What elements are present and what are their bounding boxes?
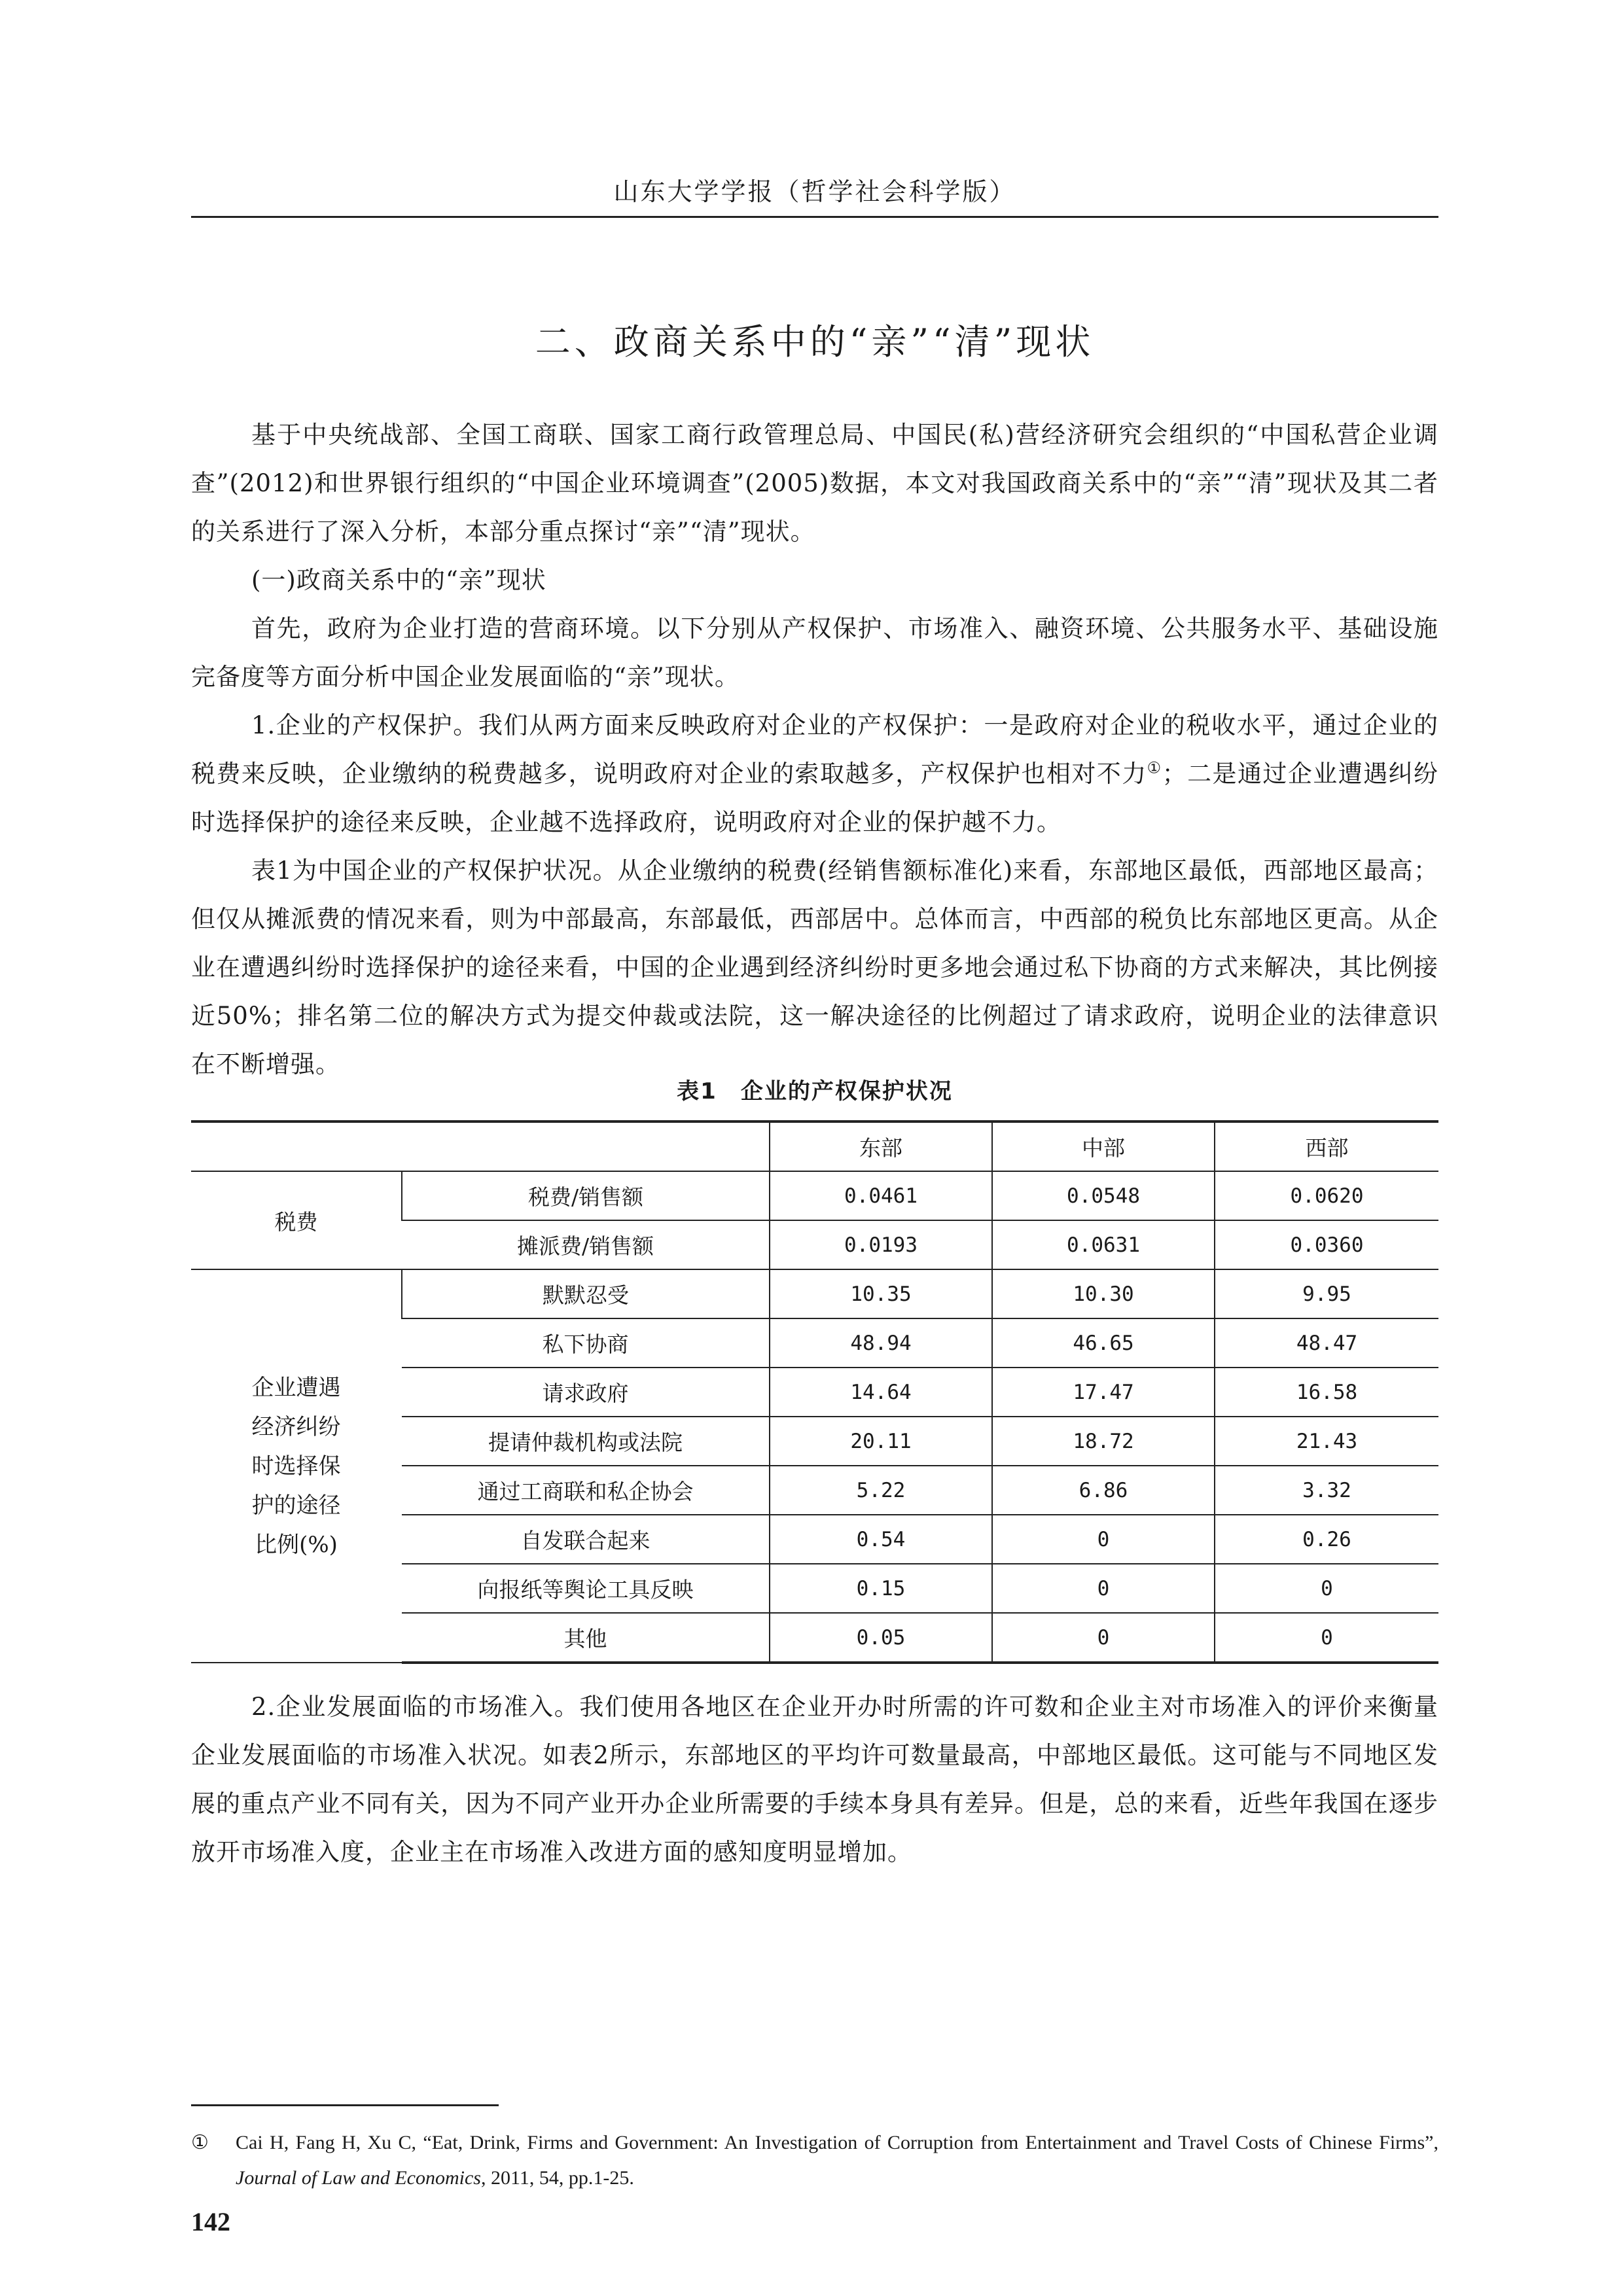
- cell-value: 0.54: [770, 1515, 992, 1564]
- group-label-line: 护的途径: [251, 1492, 341, 1519]
- cell-value: 0.0193: [770, 1220, 992, 1269]
- group-label-line: 时选择保: [251, 1453, 341, 1479]
- cell-value: 0.0461: [770, 1171, 992, 1220]
- row-label: 向报纸等舆论工具反映: [402, 1564, 770, 1613]
- table-row: [191, 1269, 1438, 1318]
- row-label: 通过工商联和私企协会: [402, 1466, 770, 1515]
- group-label-line: 比例(%): [255, 1531, 338, 1558]
- paragraph-market-access: 2.企业发展面临的市场准入。我们使用各地区在企业开办时所需的许可数和企业主对市场准入的评价来衡量企业发展面临的市场准入状况。如表2所示，东部地区的平均许可数量最高，中部地区最低。这可能与不同地区发展的重点产业不同有关，因为不同产业开办企业所需要的手续本身具有差异。但是，总的来看，近些年我国在逐步放开市场准入度，企业主在市场准入改进方面的感知度明显增加。: [191, 1693, 1438, 1866]
- cell-value: 17.47: [992, 1368, 1215, 1417]
- footnote-journal: Journal of Law and Economics: [236, 2167, 481, 2189]
- row-label: 提请仲裁机构或法院: [402, 1417, 770, 1466]
- cell-value: 0.0360: [1215, 1220, 1438, 1269]
- page-number: 142: [191, 2207, 230, 2236]
- cell-value: 48.94: [770, 1318, 992, 1368]
- row-label: 请求政府: [402, 1368, 770, 1417]
- cell-value: 0: [1215, 1613, 1438, 1663]
- group-label-dispute: [191, 1269, 402, 1663]
- paragraph-intro: 基于中央统战部、全国工商联、国家工商行政管理总局、中国民(私)营经济研究会组织的“中国私营企业调查”(2012)和世界银行组织的“中国企业环境调查”(2005)数据，本文对我国政商关系中的“亲”“清”现状及其二者的关系进行了深入分析，本部分重点探讨“亲”“清”现状。: [191, 421, 1438, 546]
- column-header-east: 东部: [770, 1122, 992, 1171]
- table-row: [191, 1171, 1438, 1220]
- body-block-bottom: [191, 1683, 1438, 1877]
- footnote-text-before: Cai H, Fang H, Xu C, “Eat, Drink, Firms and Government: An Investigation of Corruption from Entertainment and Travel Costs of Chinese Firms”,: [236, 2132, 1438, 2153]
- footnote-text-after: , 2011, 54, pp.1-25.: [481, 2167, 634, 2189]
- property-protection-tail: ；二是通过企业遭遇纠纷时选择保护的途径来反映，企业越不选择政府，说明政府对企业的保护越不力。: [191, 760, 1439, 836]
- row-label: 摊派费/销售额: [402, 1220, 770, 1269]
- cell-value: 14.64: [770, 1368, 992, 1417]
- group-label-tax: 税费: [191, 1171, 402, 1269]
- running-head: 山东大学学报（哲学社会科学版）: [613, 177, 1016, 206]
- cell-value: 0.0631: [992, 1220, 1215, 1269]
- cell-value: 0: [1215, 1564, 1438, 1613]
- footnote-ref-mark: ①: [1147, 758, 1162, 777]
- cell-value: 0: [992, 1564, 1215, 1613]
- cell-value: 21.43: [1215, 1417, 1438, 1466]
- cell-value: 0.0548: [992, 1171, 1215, 1220]
- property-protection-table: [191, 1120, 1438, 1664]
- row-label: 默默忍受: [402, 1269, 770, 1318]
- header-rule: [191, 216, 1438, 218]
- row-label: 税费/销售额: [402, 1171, 770, 1220]
- paragraph-business-environment: 首先，政府为企业打造的营商环境。以下分别从产权保护、市场准入、融资环境、公共服务水平、基础设施完备度等方面分析中国企业发展面临的“亲”现状。: [191, 614, 1438, 691]
- cell-value: 0: [992, 1515, 1215, 1564]
- table-header-row: [191, 1122, 1438, 1171]
- cell-value: 10.30: [992, 1269, 1215, 1318]
- column-header-west: 西部: [1215, 1122, 1438, 1171]
- column-header-central: 中部: [992, 1122, 1215, 1171]
- footnote: [191, 2125, 1438, 2196]
- property-protection-text: 1.企业的产权保护。我们从两方面来反映政府对企业的产权保护：一是政府对企业的税收水平，通过企业的税费来反映，企业缴纳的税费越多，说明政府对企业的索取越多，产权保护也相对不力: [191, 711, 1438, 788]
- cell-value: 48.47: [1215, 1318, 1438, 1368]
- table-title: 表1 企业的产权保护状况: [677, 1078, 953, 1104]
- group-label-line: 经济纠纷: [251, 1413, 341, 1440]
- group-label-line: 企业遭遇: [251, 1374, 341, 1401]
- row-label: 其他: [402, 1613, 770, 1663]
- cell-value: 9.95: [1215, 1269, 1438, 1318]
- cell-value: 0.05: [770, 1613, 992, 1663]
- paragraph-property-protection: [191, 701, 1438, 847]
- cell-value: 20.11: [770, 1417, 992, 1466]
- cell-value: 0.15: [770, 1564, 992, 1613]
- row-label: 私下协商: [402, 1318, 770, 1368]
- cell-value: 6.86: [992, 1466, 1215, 1515]
- table-corner-cell: [191, 1122, 770, 1171]
- footnote-text: [236, 2125, 1438, 2196]
- cell-value: 0.26: [1215, 1515, 1438, 1564]
- paragraph-table1-discussion: 表1为中国企业的产权保护状况。从企业缴纳的税费(经销售额标准化)来看，东部地区最低，西部地区最高；但仅从摊派费的情况来看，则为中部最高，东部最低，西部居中。总体而言，中西部的税负比东部地区更高。从企业在遭遇纠纷时选择保护的途径来看，中国的企业遇到经济纠纷时更多地会通过私下协商的方式来解决，其比例接近50%；排名第二位的解决方式为提交仲裁或法院，这一解决途径的比例超过了请求政府，说明企业的法律意识在不断增强。: [191, 857, 1438, 1078]
- cell-value: 46.65: [992, 1318, 1215, 1368]
- subheading-qin: (一)政商关系中的“亲”现状: [251, 566, 546, 594]
- cell-value: 16.58: [1215, 1368, 1438, 1417]
- footnote-mark: ①: [191, 2132, 209, 2153]
- cell-value: 5.22: [770, 1466, 992, 1515]
- cell-value: 3.32: [1215, 1466, 1438, 1515]
- footnote-rule: [191, 2104, 499, 2106]
- row-label: 自发联合起来: [402, 1515, 770, 1564]
- cell-value: 18.72: [992, 1417, 1215, 1466]
- body-block-top: [191, 411, 1438, 1089]
- cell-value: 0.0620: [1215, 1171, 1438, 1220]
- cell-value: 0: [992, 1613, 1215, 1663]
- section-title: 二、政商关系中的“亲”“清”现状: [535, 321, 1095, 362]
- cell-value: 10.35: [770, 1269, 992, 1318]
